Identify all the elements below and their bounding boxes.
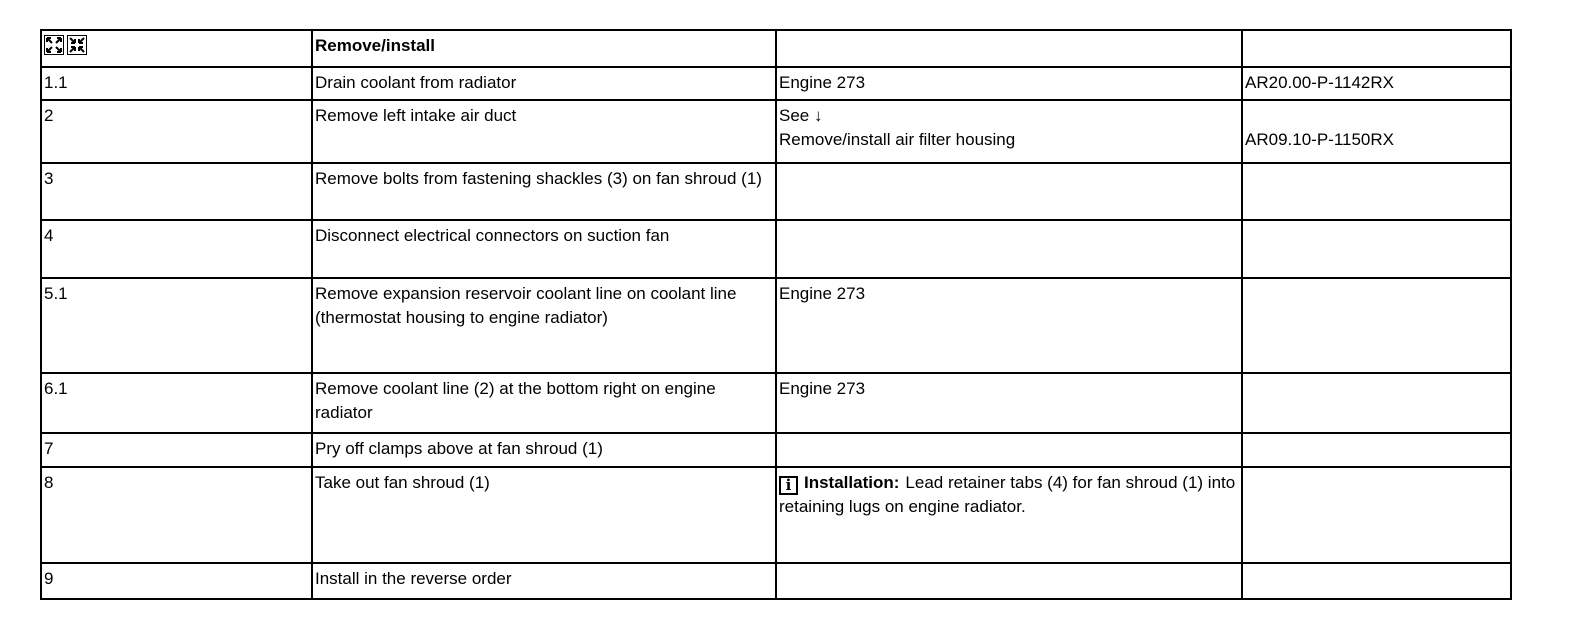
collapse-icon[interactable] <box>67 35 87 55</box>
step-reference <box>1242 467 1511 563</box>
step-number: 7 <box>41 433 312 467</box>
table-row <box>41 278 1511 373</box>
header-row <box>41 30 1511 67</box>
table-row <box>41 220 1511 278</box>
table-row <box>41 433 1511 467</box>
see-below-link[interactable]: See ↓ <box>779 106 823 125</box>
expand-icon[interactable] <box>44 35 64 55</box>
table-row <box>41 67 1511 100</box>
installation-label: Installation: <box>804 473 900 492</box>
step-note: Engine 273 <box>776 67 1242 100</box>
step-action: Remove expansion reservoir coolant line on coolant line (thermostat housing to engine radiator) <box>312 278 776 373</box>
table-row <box>41 373 1511 433</box>
step-note-cell <box>776 100 1242 163</box>
step-action: Disconnect electrical connectors on suction fan <box>312 220 776 278</box>
step-number: 6.1 <box>41 373 312 433</box>
step-number: 8 <box>41 467 312 563</box>
step-reference-cell <box>1242 100 1511 163</box>
step-action: Drain coolant from radiator <box>312 67 776 100</box>
step-reference <box>1242 373 1511 433</box>
header-empty-cell <box>1242 30 1511 67</box>
step-note <box>776 433 1242 467</box>
step-action: Remove left intake air duct <box>312 100 776 163</box>
header-icons-cell <box>41 30 312 67</box>
step-note <box>776 163 1242 220</box>
step-note <box>776 563 1242 599</box>
step-reference <box>1242 220 1511 278</box>
step-note <box>776 220 1242 278</box>
step-number: 3 <box>41 163 312 220</box>
step-reference-link[interactable]: AR09.10-P-1150RX <box>1245 130 1394 149</box>
info-icon: i <box>779 476 798 495</box>
step-reference-link[interactable]: AR20.00-P-1142RX <box>1242 67 1511 100</box>
step-reference <box>1242 563 1511 599</box>
table-row <box>41 467 1511 563</box>
table-row <box>41 163 1511 220</box>
table-row <box>41 563 1511 599</box>
step-note: Remove/install air filter housing <box>779 130 1016 149</box>
step-reference <box>1242 278 1511 373</box>
spacer <box>1245 104 1508 128</box>
procedure-table <box>40 29 1512 600</box>
step-note: Engine 273 <box>776 373 1242 433</box>
step-action: Take out fan shroud (1) <box>312 467 776 563</box>
step-action: Pry off clamps above at fan shroud (1) <box>312 433 776 467</box>
step-number: 2 <box>41 100 312 163</box>
table-row <box>41 100 1511 163</box>
step-number: 5.1 <box>41 278 312 373</box>
step-action: Remove bolts from fastening shackles (3) on fan shroud (1) <box>312 163 776 220</box>
step-note: Engine 273 <box>776 278 1242 373</box>
step-number: 4 <box>41 220 312 278</box>
step-number: 1.1 <box>41 67 312 100</box>
step-reference <box>1242 163 1511 220</box>
header-title: Remove/install <box>312 30 776 67</box>
step-action: Install in the reverse order <box>312 563 776 599</box>
step-number: 9 <box>41 563 312 599</box>
step-note: Lead retainer tabs (4) for fan shroud (1) into retaining lugs on engine radiator. <box>779 473 1236 516</box>
header-empty-cell <box>776 30 1242 67</box>
step-action: Remove coolant line (2) at the bottom right on engine radiator <box>312 373 776 433</box>
step-reference <box>1242 433 1511 467</box>
step-note-cell <box>776 467 1242 563</box>
